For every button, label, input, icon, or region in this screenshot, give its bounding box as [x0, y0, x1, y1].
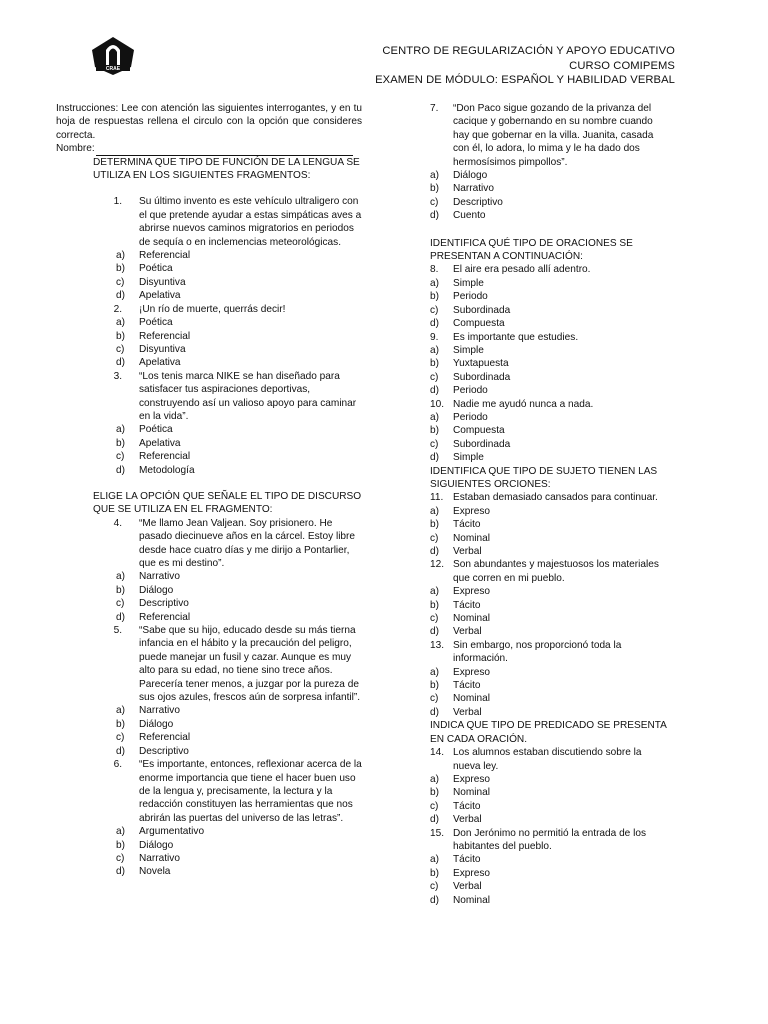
- section-title: INDICA QUE TIPO DE PREDICADO SE PRESENTA EN CADA ORACIÓN.: [430, 720, 667, 745]
- option-text: Apelativa: [139, 437, 181, 449]
- option-text: Apelativa: [139, 357, 181, 369]
- question-text: Son abundantes y majestuosos los materiales que corren en mi pueblo.: [453, 559, 659, 584]
- option-letter: a): [430, 586, 439, 598]
- option-letter: d): [116, 866, 125, 878]
- option-letter: b): [430, 680, 439, 692]
- option-letter: c): [430, 438, 439, 450]
- option-letter: a): [430, 505, 439, 517]
- option-letter: d): [430, 546, 439, 557]
- option-letter: b): [430, 787, 439, 799]
- option-text: Nominal: [453, 693, 491, 705]
- question-6: [56, 758, 366, 879]
- question-text: Nadie me ayudó nunca a nada.: [453, 398, 594, 410]
- document-header: [375, 44, 675, 88]
- header-line-course: CURSO COMIPEMS: [569, 59, 675, 72]
- option-letter: a): [430, 666, 439, 678]
- option-text: Subordinada: [453, 304, 511, 316]
- option-letter: d): [116, 745, 125, 757]
- name-label: Nombre:: [56, 143, 95, 155]
- option-letter: a): [116, 826, 125, 838]
- option-text: Apelativa: [139, 290, 181, 302]
- option-letter: d): [430, 385, 439, 397]
- option-letter: c): [116, 276, 125, 288]
- option-text: Novela: [139, 866, 171, 878]
- question-text: Su último invento es este vehículo ultraligero con el que pretende ayudar a estas simpáticas aves a abrirse nuevos caminos migratorios en periodos de sequía o en inclemencias meteorológicas.: [139, 196, 362, 248]
- question-number: 15.: [430, 827, 445, 839]
- question-number: 7.: [430, 103, 439, 114]
- option-letter: a): [430, 773, 439, 785]
- option-text: Diálogo: [453, 170, 488, 182]
- question-text: “Sabe que su hijo, educado desde su más tierna infancia en el hábito y la precaución del peligro, puede manejar un fusil y cazar. Aunque es muy alto para su edad, no tiene sino trece años. Parecería tener menos, a juzgar por la pureza de sus ojos azules, frescos aún de sorpresa infantil”.: [139, 625, 361, 704]
- option-text: Periodo: [453, 411, 488, 423]
- option-letter: b): [430, 867, 439, 879]
- option-text: Simple: [453, 277, 484, 289]
- option-text: Narrativo: [453, 183, 494, 195]
- option-text: Referencial: [139, 330, 191, 342]
- question-number: 12.: [430, 559, 445, 571]
- option-text: Expreso: [453, 586, 491, 598]
- option-text: Nominal: [453, 532, 491, 544]
- option-letter: c): [116, 852, 125, 864]
- option-letter: c): [430, 693, 439, 705]
- section-title: ELIGE LA OPCIÓN QUE SEÑALE EL TIPO DE DISCURSO QUE SE UTILIZA EN EL FRAGMENTO:: [93, 490, 362, 516]
- question-number: 6.: [113, 759, 122, 771]
- option-letter: b): [430, 519, 439, 531]
- question-text: “Los tenis marca NIKE se han diseñado para satisfacer tus aspiraciones deportivas, construyendo así un valioso apoyo para caminar en la vida”.: [139, 370, 357, 422]
- option-text: Referencial: [139, 250, 191, 262]
- header-line-exam: EXAMEN DE MÓDULO: ESPAÑOL Y HABILIDAD VERBAL: [375, 74, 675, 86]
- option-text: Nominal: [453, 894, 491, 906]
- option-text: Narrativo: [139, 852, 180, 864]
- question-number: 10.: [430, 398, 445, 410]
- option-text: Descriptivo: [139, 745, 189, 757]
- question-13: [430, 639, 670, 719]
- question-number: 3.: [113, 370, 122, 382]
- option-letter: b): [430, 183, 439, 195]
- option-text: Nominal: [453, 787, 491, 799]
- option-letter: c): [430, 196, 439, 208]
- option-text: Simple: [453, 452, 484, 464]
- question-7: [430, 102, 670, 223]
- question-8: [430, 263, 670, 330]
- name-field: [56, 142, 366, 155]
- option-text: Poética: [139, 317, 173, 329]
- option-text: Poética: [139, 424, 173, 436]
- option-text: Tácito: [453, 519, 481, 531]
- question-5: [56, 624, 366, 758]
- option-letter: a): [116, 317, 125, 329]
- question-number: 4.: [113, 517, 122, 529]
- option-text: Compuesta: [453, 318, 505, 330]
- option-letter: d): [430, 318, 439, 330]
- question-number: 5.: [113, 625, 122, 637]
- option-text: Simple: [453, 344, 484, 356]
- section-title: DETERMINA QUE TIPO DE FUNCIÓN DE LA LENGUA SE UTILIZA EN LOS SIGUIENTES FRAGMENTOS:: [93, 156, 360, 182]
- option-text: Disyuntiva: [139, 343, 186, 355]
- option-letter: a): [116, 250, 125, 262]
- question-4: [56, 517, 366, 624]
- option-text: Diálogo: [139, 839, 174, 851]
- logo-text: CRAE: [105, 66, 121, 72]
- option-letter: c): [430, 613, 439, 625]
- option-letter: a): [116, 705, 125, 717]
- option-letter: d): [430, 626, 439, 638]
- option-letter: b): [116, 263, 125, 275]
- header-line-institution: CENTRO DE REGULARIZACIÓN Y APOYO EDUCATIVO: [382, 45, 675, 57]
- question-11: [430, 491, 670, 558]
- question-number: 9.: [430, 331, 439, 343]
- left-column: [56, 102, 366, 879]
- question-9: [430, 331, 670, 398]
- question-text: “Es importante, entonces, reflexionar acerca de la enorme importancia que tiene el hacer buen uso de la lengua y, precisamente, la lectura y la redacción constituyen las herramientas que nos abrirán las puertas del universo de las letras”.: [139, 759, 362, 824]
- option-letter: a): [116, 571, 125, 583]
- option-letter: c): [430, 800, 439, 812]
- option-text: Verbal: [453, 814, 482, 826]
- option-text: Diálogo: [139, 718, 174, 730]
- option-text: Expreso: [453, 505, 491, 517]
- option-letter: c): [116, 732, 125, 744]
- option-text: Referencial: [139, 732, 191, 744]
- question-number: 11.: [430, 492, 444, 504]
- option-text: Expreso: [453, 867, 491, 879]
- option-text: Compuesta: [453, 425, 505, 437]
- option-letter: b): [116, 839, 125, 851]
- option-text: Subordinada: [453, 371, 511, 383]
- option-text: Cuento: [453, 210, 486, 222]
- option-text: Descriptivo: [139, 598, 189, 610]
- option-letter: d): [116, 357, 125, 369]
- option-letter: b): [116, 718, 125, 730]
- option-text: Poética: [139, 263, 173, 275]
- option-letter: d): [116, 290, 125, 302]
- question-number: 1.: [113, 196, 122, 208]
- question-number: 2.: [113, 303, 122, 315]
- question-text: Es importante que estudies.: [453, 331, 579, 343]
- instructions: Instrucciones: Lee con atención las siguientes interrogantes, y en tu hoja de respuestas rellena el circulo con la opción que consideres correcta.: [56, 103, 362, 141]
- option-text: Verbal: [453, 881, 482, 893]
- option-letter: d): [430, 210, 439, 222]
- option-text: Referencial: [139, 451, 191, 463]
- question-text: ¡Un río de muerte, querrás decir!: [139, 303, 286, 315]
- option-letter: c): [430, 532, 439, 544]
- option-letter: b): [116, 330, 125, 342]
- option-text: Tácito: [453, 680, 481, 692]
- option-letter: c): [430, 881, 439, 893]
- option-text: Verbal: [453, 706, 482, 718]
- option-letter: d): [116, 464, 125, 476]
- question-text: El aire era pesado allí adentro.: [453, 264, 591, 276]
- option-text: Tácito: [453, 854, 481, 866]
- option-letter: c): [430, 304, 439, 316]
- question-2: [56, 303, 366, 370]
- option-text: Descriptivo: [453, 196, 503, 208]
- option-letter: d): [430, 814, 439, 826]
- question-14: [430, 746, 670, 826]
- option-text: Expreso: [453, 773, 491, 785]
- option-letter: a): [116, 424, 125, 436]
- question-12: [430, 558, 670, 638]
- question-number: 8.: [430, 264, 439, 276]
- option-letter: a): [430, 277, 439, 289]
- name-line: [96, 145, 353, 156]
- question-text: “Don Paco sigue gozando de la privanza del cacique y gobernando en su nombre cuando hay que gobernar en la villa. Juanita, casada con él, lo adora, lo mima y le ha dado dos hermosísimos pimpollos”.: [453, 103, 654, 168]
- option-letter: b): [430, 358, 439, 370]
- option-letter: c): [116, 598, 125, 610]
- section-title: IDENTIFICA QUÉ TIPO DE ORACIONES SE PRESENTAN A CONTINUACIÓN:: [430, 237, 633, 263]
- option-letter: d): [430, 894, 439, 906]
- option-text: Expreso: [453, 666, 491, 678]
- option-text: Narrativo: [139, 705, 180, 717]
- option-letter: a): [430, 854, 439, 866]
- option-letter: b): [430, 599, 439, 611]
- question-number: 14.: [430, 747, 445, 759]
- option-text: Periodo: [453, 385, 488, 397]
- option-letter: d): [430, 706, 439, 718]
- option-text: Argumentativo: [139, 826, 205, 838]
- option-text: Periodo: [453, 291, 488, 303]
- option-letter: b): [430, 291, 439, 303]
- option-text: Subordinada: [453, 438, 511, 450]
- option-letter: b): [116, 584, 125, 596]
- option-text: Tácito: [453, 599, 481, 611]
- question-1: [56, 195, 366, 302]
- option-text: Nominal: [453, 613, 491, 625]
- option-text: Verbal: [453, 546, 482, 557]
- question-text: Estaban demasiado cansados para continuar.: [453, 492, 658, 504]
- question-text: Don Jerónimo no permitió la entrada de los habitantes del pueblo.: [453, 827, 647, 852]
- option-text: Referencial: [139, 611, 191, 623]
- option-text: Narrativo: [139, 571, 180, 583]
- option-text: Disyuntiva: [139, 276, 186, 288]
- question-text: Los alumnos estaban discutiendo sobre la nueva ley.: [453, 747, 642, 772]
- option-letter: a): [430, 411, 439, 423]
- option-letter: b): [116, 437, 125, 449]
- crae-logo-icon: [90, 36, 136, 76]
- question-10: [430, 398, 670, 465]
- option-text: Diálogo: [139, 584, 174, 596]
- option-text: Yuxtapuesta: [453, 358, 509, 370]
- option-letter: c): [116, 451, 125, 463]
- question-text: Sin embargo, nos proporcionó toda la información.: [453, 639, 622, 665]
- question-text: “Me llamo Jean Valjean. Soy prisionero. He pasado diecinueve años en la cárcel. Estoy libre desde hace cuatro días y me dirijo a Pontarlier, que es mi destino”.: [139, 517, 356, 569]
- option-letter: c): [430, 371, 439, 383]
- option-letter: c): [116, 343, 125, 355]
- option-letter: a): [430, 344, 439, 356]
- option-letter: b): [430, 425, 439, 437]
- option-letter: a): [430, 170, 439, 182]
- right-column: [430, 102, 670, 907]
- section-title: IDENTIFICA QUE TIPO DE SUJETO TIENEN LAS SIGUIENTES ORCIONES:: [430, 465, 658, 490]
- question-3: [56, 370, 366, 477]
- option-text: Verbal: [453, 626, 482, 638]
- option-text: Metodología: [139, 464, 195, 476]
- question-number: 13.: [430, 639, 445, 651]
- option-letter: d): [430, 452, 439, 464]
- option-text: Tácito: [453, 800, 481, 812]
- option-letter: d): [116, 611, 125, 623]
- question-15: [430, 827, 670, 907]
